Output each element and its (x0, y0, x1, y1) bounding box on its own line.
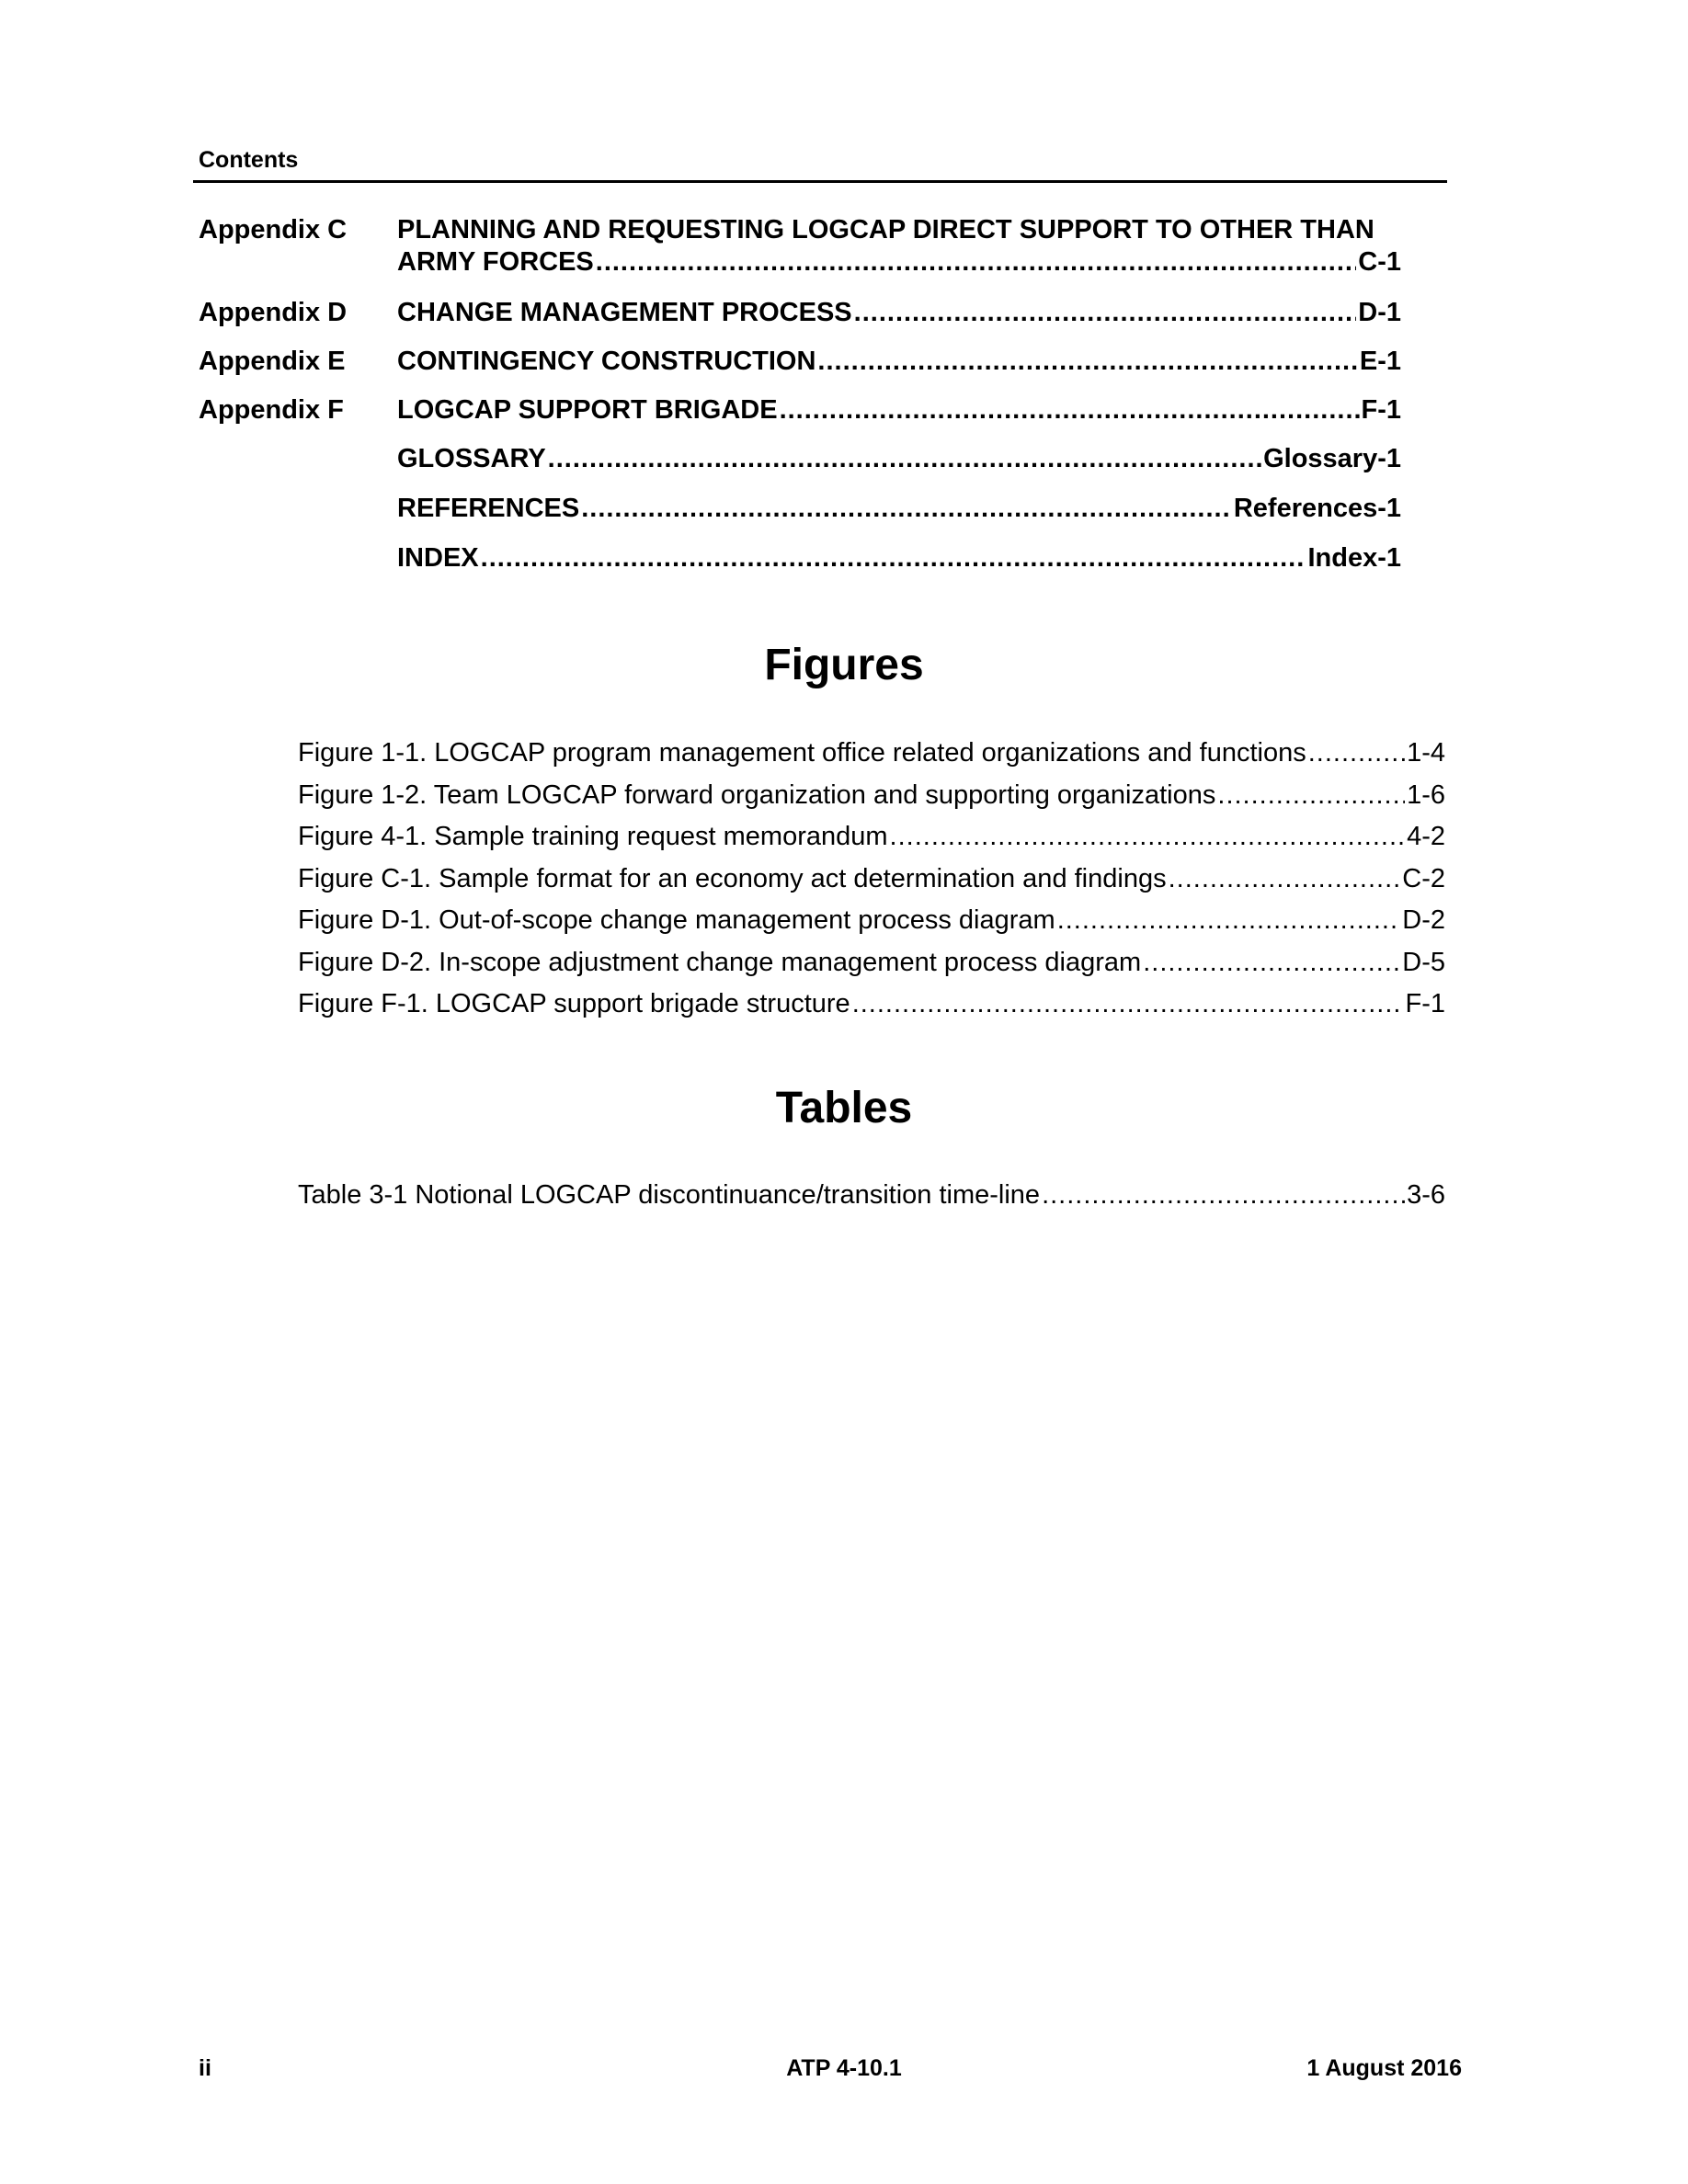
figures-heading: Figures (764, 641, 924, 689)
toc-page: F-1 (1361, 395, 1401, 425)
dot-leader (817, 347, 1357, 377)
table-title: Table 3-1 Notional LOGCAP discontinuance/transition time-line (298, 1180, 1041, 1210)
figure-list-item[interactable] (298, 780, 1445, 811)
toc-label: Appendix C (199, 215, 348, 245)
toc-page: C-1 (1358, 247, 1401, 277)
figure-page: 1-6 (1407, 780, 1445, 810)
toc-entry-text (397, 215, 1401, 278)
toc-title: GLOSSARY (397, 444, 546, 473)
figure-title: Figure F-1. LOGCAP support brigade structure (298, 989, 850, 1018)
figure-list-item[interactable] (298, 738, 1445, 768)
dot-leader (854, 298, 1357, 328)
toc-page: Glossary-1 (1263, 444, 1401, 473)
dot-leader (1169, 864, 1401, 894)
dot-leader (1217, 780, 1405, 811)
dot-leader (1057, 905, 1401, 936)
header-rule (193, 180, 1447, 183)
table-page: 3-6 (1407, 1180, 1445, 1210)
toc-page: References-1 (1233, 494, 1401, 523)
toc-title: CHANGE MANAGEMENT PROCESS (397, 298, 852, 327)
dot-leader (548, 444, 1261, 474)
figure-page: F-1 (1405, 989, 1445, 1018)
dot-leader (1042, 1180, 1405, 1211)
figure-page: 1-4 (1407, 738, 1445, 768)
toc-label: Appendix E (199, 347, 346, 376)
toc-label: Appendix D (199, 298, 348, 327)
figure-title: Figure 1-2. Team LOGCAP forward organization and supporting organizations (298, 780, 1216, 810)
dot-leader (596, 247, 1357, 278)
toc-page: E-1 (1359, 347, 1401, 376)
dot-leader (852, 989, 1404, 1019)
toc-title: INDEX (397, 543, 479, 573)
figure-page: D-5 (1402, 948, 1445, 977)
dot-leader (1143, 948, 1400, 978)
figure-list-item[interactable] (298, 822, 1445, 852)
toc-title: REFERENCES (397, 494, 580, 523)
figure-page: D-2 (1402, 905, 1445, 935)
figure-title: Figure D-2. In-scope adjustment change management process diagram (298, 948, 1142, 977)
figure-list-item[interactable] (298, 864, 1445, 894)
tables-heading: Tables (775, 1084, 913, 1132)
figure-title: Figure 4-1. Sample training request memorandum (298, 822, 888, 851)
toc-title-line: PLANNING AND REQUESTING LOGCAP DIRECT SUPPORT TO OTHER THAN (397, 215, 1374, 245)
figure-page: 4-2 (1407, 822, 1445, 851)
figure-title: Figure C-1. Sample format for an economy act determination and findings (298, 864, 1167, 893)
dot-leader (581, 494, 1232, 524)
toc-page: D-1 (1358, 298, 1401, 327)
footer-publication-id: ATP 4-10.1 (786, 2055, 902, 2081)
running-header: Contents (199, 147, 299, 173)
figure-list-item[interactable] (298, 948, 1445, 978)
figure-title: Figure 1-1. LOGCAP program management office related organizations and functions (298, 738, 1306, 768)
dot-leader (890, 822, 1406, 852)
toc-title: LOGCAP SUPPORT BRIGADE (397, 395, 778, 425)
figure-list-item[interactable] (298, 905, 1445, 936)
toc-page: Index-1 (1307, 543, 1401, 573)
figure-page: C-2 (1402, 864, 1445, 893)
figure-title: Figure D-1. Out-of-scope change management process diagram (298, 905, 1055, 935)
dot-leader (1308, 738, 1405, 768)
toc-label: Appendix F (199, 395, 344, 425)
figure-list-item[interactable] (298, 989, 1445, 1019)
footer-date: 1 August 2016 (1306, 2055, 1462, 2081)
footer-page-number: ii (199, 2055, 211, 2081)
dot-leader (481, 543, 1306, 574)
dot-leader (780, 395, 1360, 426)
toc-title: CONTINGENCY CONSTRUCTION (397, 347, 816, 376)
toc-title: ARMY FORCES (397, 247, 594, 277)
table-list-item[interactable] (298, 1180, 1445, 1211)
